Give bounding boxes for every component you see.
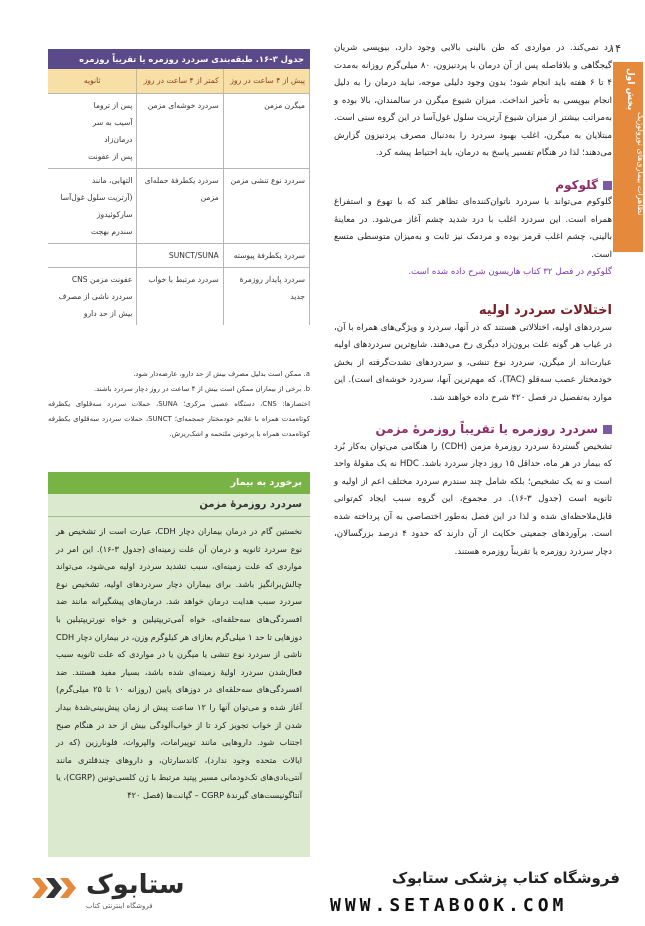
table-cell: سردرد یکطرفهٔ حمله‌ای مزمن [137, 169, 223, 244]
table-cell: سردرد یکطرفهٔ پیوسته [223, 244, 309, 268]
patient-box-subheader: سردرد روزمرهٔ مزمن [48, 494, 310, 517]
table-cell: SUNCT/SUNA [137, 244, 223, 268]
store-name: فروشگاه کتاب پزشکی ستابوک [391, 869, 620, 887]
glaucoma-reference: گلوکوم در فصل ۳۲ کتاب هاریسون شرح داده شده است. [408, 267, 612, 277]
table-footnotes [48, 367, 310, 442]
side-tab-title: نظاهرات بیماری‌های نورولوژیک [636, 112, 645, 216]
footnote: a. ممکن است بدلیل مصرف بیش از حد دارو، عارضه‌دار شود. [133, 370, 310, 378]
patient-approach-box [48, 472, 310, 857]
primary-headache-text: سردردهای اولیه، اختلالاتی هستند که در آنها، سردرد و ویژگی‌های همراه با آن، در غیاب هر گونه علت برون‌زاد دیگری رخ می‌دهند. شایع‌ترین سردردهای اولیه عبارت‌اند از میگرن، سردرد نوع تنشی، و سردردهای تشدت‌گرفته از بخش خودمختار عصب سه‌قلو (TAC)، که مهم‌ترین آنها، سردرد خوشه‌ای است). این موارد به‌تفصیل در فصل ۴۲۰ شرح داده خواهند شد. [334, 322, 612, 403]
store-url-link[interactable]: WWW.SETABOOK.COM [330, 895, 568, 916]
table-row [48, 268, 310, 326]
daily-headache-heading: سردرد روزمره یا تقریباً روزمرهٔ مزمن [334, 421, 612, 439]
patient-box-text: نخستین گام در درمان بیماران دچار CDH، عبارت است از تشخیص هر نوع سردرد ثانویه و درمان آن علت زمینه‌ای (جدول ۳-۱۶). این امر در مواردی که علت زمینه‌ای، سبب تشدید سردرد اولیه می‌شود، می‌تواند چالش‌برانگیز باشد. برای بیماران دچار سردردهای اولیه، تشخیص نوع سردرد سبب هدایت درمان خواهد شد. درمان‌های پیشگیرانه مانند ضد افسردگی‌های سه‌حلقه‌ای، خواه آمی‌تریپتیلین و خواه نورتریپتیلین با دوزهایی تا حد ۱ میلی‌گرم بعازای هر کیلوگرم وزن، در بیماران دچار CDH ناشی از سردرد نوع تنشی یا میگرن یا در مواردی که علت ثانویه سبب فعال‌شدن سردرد اولیهٔ زمینه‌ای شده باشد، بسیار مفید هستند. ضد افسردگی‌های سه‌حلقه‌ای در دوزهای پایین (روزانه ۱۰ تا ۲۵ میلی‌گرم) آغاز شده و می‌توان آنها را ۱۲ ساعت پیش از زمان پیش‌بینی‌شدهٔ بیدار شدن از خواب تجویز کرد تا از خواب‌آلودگی بیش از حد در هنگام صبح اجتناب شود. داروهایی مانند توپیرامات، والپروات، فلونارزین (که در ایالات متحده وجود ندارد)، کاندسارتان، و داروهای چندقلتری مانند آنتی‌بادی‌های تک‌دودمانی مسیر پپتید مرتبط با ژن کلسی‌تونین (CGRP)، یا آنتاگونیست‌های گیرندهٔ CGRP – گپانت‌ها (فصل ۴۲۰ [56, 526, 303, 800]
primary-headache-heading: اختلالات سردرد اولیه [478, 302, 612, 318]
table-cell: سردرد خوشه‌ای مزمن [137, 94, 223, 169]
table-header: کمتر از ۴ ساعت در روز [137, 69, 223, 94]
table-row [48, 169, 310, 244]
patient-box-header: برخورد به بیمار [48, 472, 310, 494]
table-grid [48, 69, 310, 325]
table-row [48, 94, 310, 169]
chevron-logo-icon [32, 874, 80, 902]
page-number: ۱۴ [609, 42, 621, 55]
store-logo [30, 868, 185, 918]
footnote: اختصارها: CNS، دستگاه عصبی مرکزی؛ SUNA، حملات سردرد سه‌قلو‌ای یکطرفه کوتاه‌مدت همراه با علایم خودمختار جمجمه‌ای؛ SUNCT، حملات سردرد سه‌قلو‌ای یکطرفه کوتاه‌مدت همراه با پرخونی ملتحمه و اشک‌ریزش. [48, 400, 310, 438]
table-title: جدول ۳-۱۶. طبقه‌بندی سردرد روزمره یا تقریباً روزمره [48, 49, 310, 69]
daily-headache-text: تشخیص گستردهٔ سردرد روزمرهٔ مزمن (CDH) را هنگامی می‌توان به‌کار بُرد که بیمار در هر ماه، حداقل ۱۵ روز دچار سردرد باشد. HDC نه یک مقولهٔ واحد است و نه یک تشخیص؛ بلکه شامل چند سندرم سردرد مختلف اعم از اولیه و ثانویه است (جدول ۳-۱۶). در مجموع، این گروه سبب ایجاد کم‌توانی قابل‌ملاحظه‌ای شده و لذا در این فصل به‌طور اختصاصی به آن پرداخته شده است. برآوردهای جمعیتی حکایت از آن دارند که حدود ۴ درصد بزرگسالان، دچار سردرد روزمره یا تقریباً روزمره هستند. [334, 441, 613, 557]
table-cell: سردرد نوع تنشی مزمن [223, 169, 309, 244]
chapter-side-tab [613, 62, 643, 252]
glaucoma-text: گلوکوم می‌تواند با سردرد ناتوان‌کننده‌ای تظاهر کند که با تهوع و استفراغ همراه است. این سردرد اغلب با درد شدید چشم آغاز می‌شود. در معاینهٔ بالینی، چشم اغلب قرمز بوده و مردمک نیز ثابت و به‌میزان متوسطی متسع است. [334, 197, 612, 260]
table-cell: میگرن مزمن [223, 94, 309, 169]
logo-subtitle: فروشگاه اینترنتی کتاب [86, 902, 153, 910]
table-cell: سردرد مرتبط با خواب [137, 268, 223, 326]
table-cell: پس از تروما آسیب به سر درمان‌زاد پس از عفونت [48, 94, 137, 169]
right-column [334, 40, 612, 561]
glaucoma-heading: گلوکوم [334, 177, 612, 195]
table-cell: سردرد پایدار روزمرهٔ جدید [223, 268, 309, 326]
table-row [48, 244, 310, 268]
section-square-icon [603, 181, 612, 190]
table-cell [48, 244, 137, 268]
footnote: b. برخی از بیماران ممکن است بیش از ۴ ساعت در روز دچار سردرد باشند. [93, 385, 310, 393]
side-tab-part: بخش اول [625, 68, 635, 111]
table-header: ثانویه [48, 69, 137, 94]
table-cell: التهابی، مانند (آرتریت سلول غول‌آسا سارکوئیدوز سندرم بهجت [48, 169, 137, 244]
section-square-icon [603, 425, 612, 434]
paragraph-intro: رد نمی‌کند. در مواردی که طن بالینی بالایی وجود دارد، بیوپسی شریان گیجگاهی و بلافاصله پس از آن درمان با پردنیزون، ۸۰ میلی‌گرم روزانه به‌مدت ۴ تا ۶ هفته باید انجام شود؛ بدون وجود دلیلی موجه، نباید درمان را به دلیل انجام بیوپسی به تأخیر انداخت. میزان شیوع میگرن در سالمندان، بالا بوده و به‌مراتب بیشتر از میزان شیوع آرتریت سلول غول‌آسا در این گروه سنی است. مبتلایان به میگرن، اغلب بهبود سردرد را به‌دنبال مصرف پردنیزون گزارش می‌دهند؛ لذا در هنگام تفسیر پاسخ به درمان، باید احتیاط پیشه کرد. [334, 43, 612, 158]
classification-table [48, 49, 310, 325]
logo-word: ستابوک [86, 870, 185, 900]
table-cell: عفونت مزمن CNS سردرد ناشی از مصرف بیش از حد دارو [48, 268, 137, 326]
table-header: پیش از ۴ ساعت در روز [223, 69, 309, 94]
